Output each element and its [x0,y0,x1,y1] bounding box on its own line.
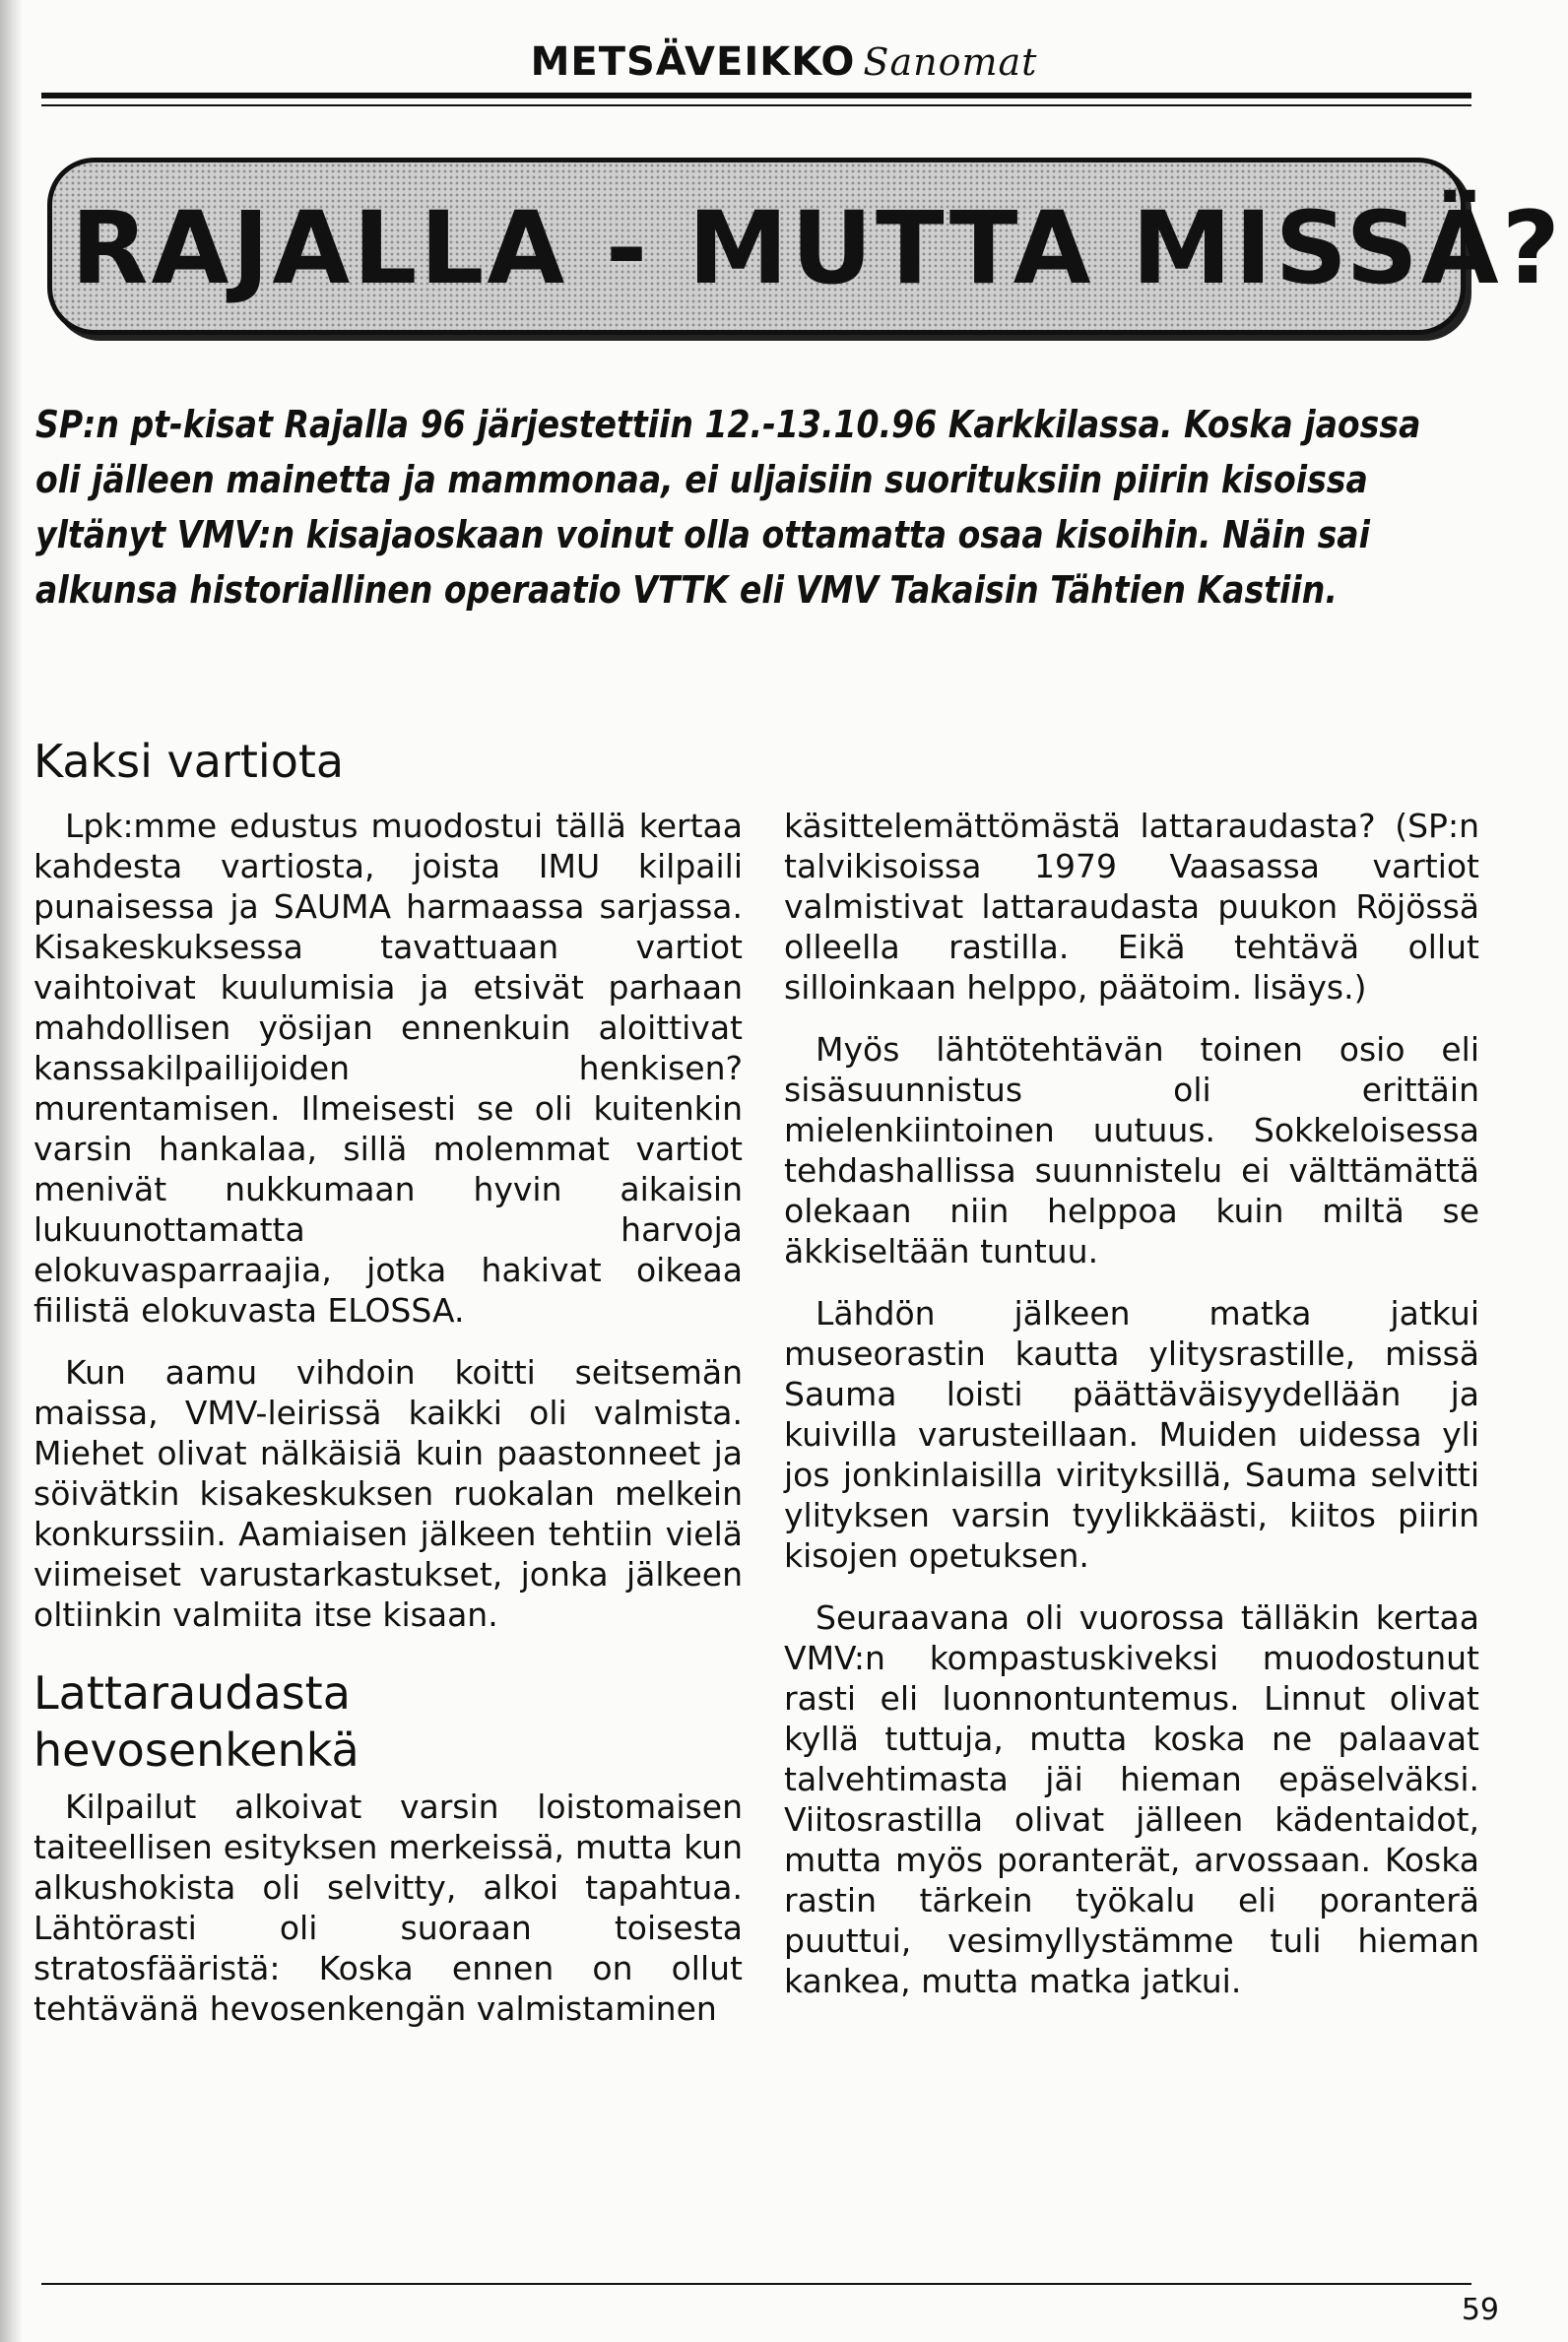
page-number: 59 [1461,2293,1499,2327]
paragraph: Lähdön jälkeen matka jatkui museorastin kautta ylitysrastille, missä Sauma loisti päättäväisyydellään ja kuivilla varusteillaan. Muiden uidessa yli jos jonkinlaisilla virityksillä, Sauma selvitti ylityksen varsin tyylikkäästi, kiitos piirin kisojen opetuksen. [784,1294,1479,1575]
page-gutter-shadow [0,0,22,2342]
left-column [33,733,743,2029]
article-lead: SP:n pt-kisat Rajalla 96 järjestettiin 12.-13.10.96 Karkkilassa. Koska jaossa oli jälleen mainetta ja mammonaa, ei uljaisiin suorituksiin piirin kisoissa yltänyt VMV:n kisajaoskaan voinut olla ottamatta osaa kisoihin. Näin sai alkunsa historiallinen operaatio VTTK eli VMV Takaisin Tähtien Kastiin. [35,403,1421,613]
paragraph: Kilpailut alkoivat varsin loistomaisen taiteellisen esityksen merkeissä, mutta kun alkushokista oli selvitty, alkoi tapahtua. Lähtörasti oli suoraan toisesta stratosfääristä: Koska ennen on ollut tehtävänä hevosenkengän valmistaminen [33,1788,743,2028]
paragraph: Myös lähtötehtävän toinen osio eli sisäsuunnistus oli erittäin mielenkiintoinen uutuus. Sokkeloisessa tehdashallissa suunnistelu ei välttämättä olekaan niin helppoa kuin miltä se äkkiseltään tuntuu. [784,1030,1479,1270]
masthead [0,39,1568,85]
masthead-rule-thin [41,104,1471,106]
right-column [784,806,1479,2001]
paragraph: käsittelemättömästä lattaraudasta? (SP:n talvikisoissa 1979 Vaasassa vartiot valmistivat lattaraudasta puukon Röjössä olleella rastilla. Eikä tehtävä ollut silloinkaan helppo, päätoim. lisäys.) [784,807,1479,1007]
masthead-name: METSÄVEIKKO [530,39,856,85]
masthead-script: Sanomat [863,40,1038,84]
masthead-rule [41,93,1471,98]
paragraph: Kun aamu vihdoin koitti seitsemän maissa, VMV-leirissä kaikki oli valmista. Miehet olivat nälkäisiä kuin paastonneet ja söivätkin kisakeskuksen ruokalan melkein konkurssiin. Aamiaisen jälkeen tehtiin vielä viimeiset varustarkastukset, jonka jälkeen oltiinkin valmiita itse kisaan. [33,1353,743,1634]
footer-rule [41,2283,1471,2285]
section-heading: hevosenkenkä [33,1724,359,1777]
section-heading: Kaksi vartiota [33,735,345,788]
section-heading: Lattaraudasta [33,1666,351,1720]
paragraph: Lpk:mme edustus muodostui tällä kertaa kahdesta vartiosta, joista IMU kilpaili punaisessa ja SAUMA harmaassa sarjassa. Kisakeskuksessa tavattuaan vartiot vaihtoivat kuulumisia ja etsivät parhaan mahdollisen yösijan ennenkuin aloittivat kanssakilpailijoiden henkisen? murentamisen. Ilmeisesti se oli kuitenkin varsin hankalaa, sillä molemmat vartiot menivät nukkumaan hyvin aikaisin lukuunottamatta harvoja elokuvasparraajia, jotka hakivat oikeaa fiilistä elokuvasta ELOSSA. [33,807,743,1330]
paragraph: Seuraavana oli vuorossa tälläkin kertaa VMV:n kompastuskiveksi muodostunut rasti eli luonnontuntemus. Linnut olivat kyllä tuttuja, mutta koska ne palaavat talvehtimasta jäi hieman epäselväksi. Viitosrastilla olivat jälleen kädentaidot, mutta myös poranterät, arvossaan. Koska rastin tärkein työkalu eli poranterä puuttui, vesimyllystämme tuli hieman kankea, mutta matka jatkui. [784,1598,1479,2000]
article-title: RAJALLA - MUTTA MISSÄ? [71,190,1563,307]
